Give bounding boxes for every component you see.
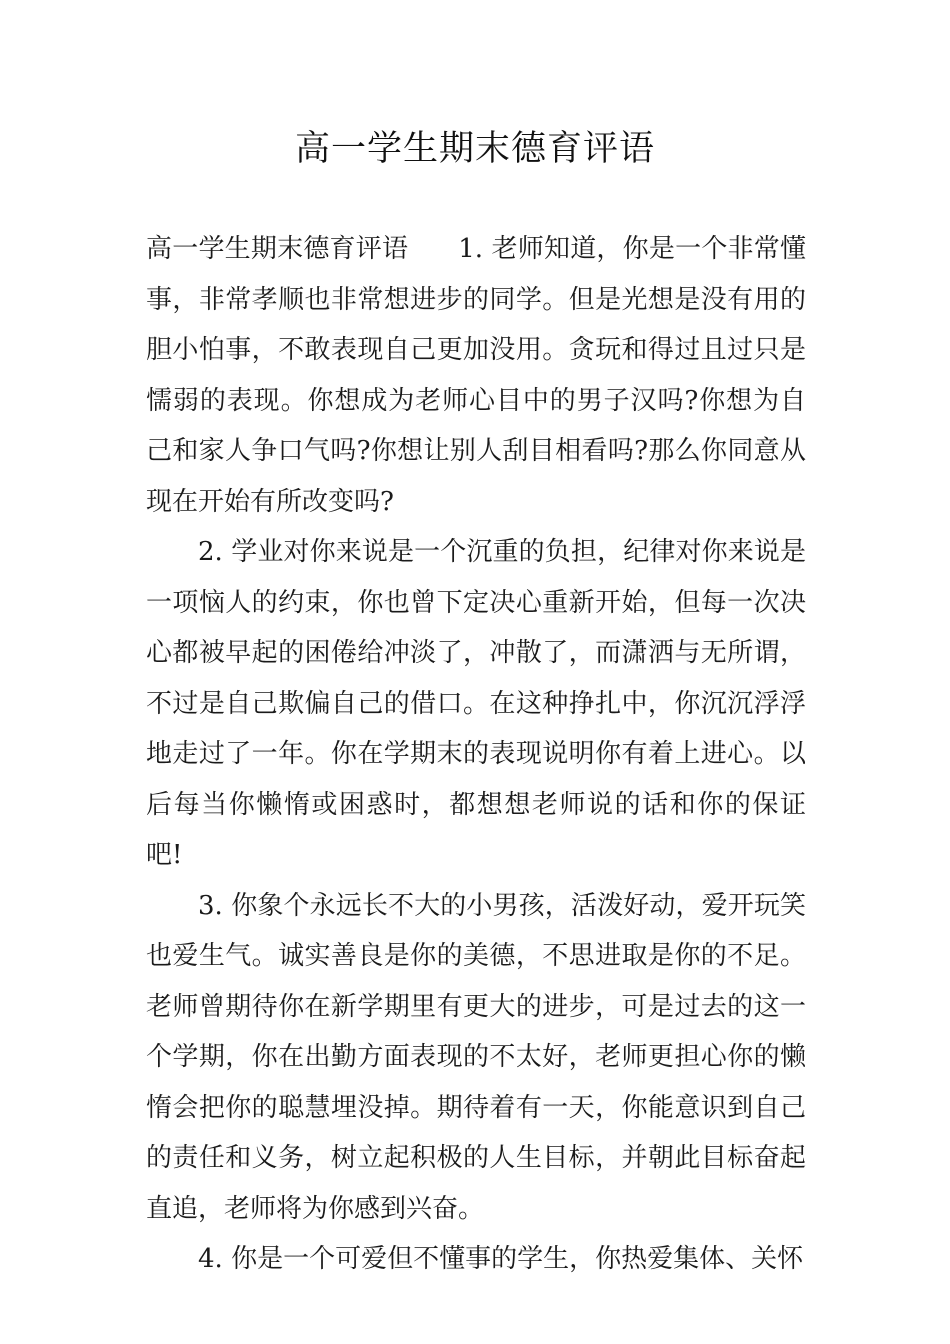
paragraph-4: 4. 你是一个可爱但不懂事的学生，你热爱集体、关怀 <box>198 1244 804 1274</box>
paragraph-3: 3. 你象个永远长不大的小男孩，活泼好动，爱开玩笑也爱生气。诚实善良是你的美德，不思进取是你的不足。老师曾期待你在新学期里有更大的进步，可是过去的这一个学期，你在出勤方面表现的不太好，老师更担心你的懒惰会把你的聪慧埋没掉。期待着有一天，你能意识到自己的责任和义务，树立起积极的人生目标，并朝此目标奋起直追，老师将为你感到兴奋。 <box>146 890 806 1224</box>
paragraph-1-text: 1. 老师知道，你是一个非常懂事，非常孝顺也非常想进步的同学。但是光想是没有用的胆小怕事，不敢表现自己更加没用。贪玩和得过且过只是懦弱的表现。你想成为老师心目中的男子汉吗?你想为自己和家人争口气吗?你想让别人刮目相看吗?那么你同意从现在开始有所改变吗? <box>146 234 806 517</box>
paragraph-1 <box>146 224 806 527</box>
document-body <box>146 224 806 1285</box>
lead-label: 高一学生期末德育评语 <box>146 234 409 264</box>
paragraph-2: 2. 学业对你来说是一个沉重的负担，纪律对你来说是一项恼人的约束，你也曾下定决心重新开始，但每一次决心都被早起的困倦给冲淡了，冲散了，而潇洒与无所谓，不过是自己欺偏自己的借口。在这种挣扎中，你沉沉浮浮地走过了一年。你在学期末的表现说明你有着上进心。以后每当你懒惰或困惑时，都想想老师说的话和你的保证吧! <box>146 537 806 870</box>
document-title: 高一学生期末德育评语 <box>294 129 655 169</box>
